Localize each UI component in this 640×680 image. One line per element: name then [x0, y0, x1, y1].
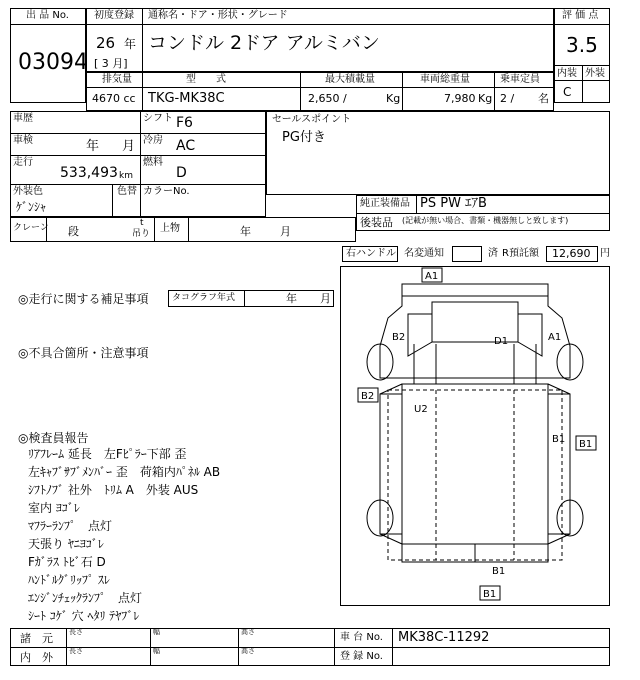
mark-b2-left: B2 [361, 391, 375, 402]
mark-b1-bottom: B1 [483, 589, 497, 600]
rule [86, 24, 554, 25]
vehicle-name-label: 通称名・ドア・形状・グレード [148, 10, 288, 21]
name-change-label: 名変通知 [404, 248, 444, 259]
retrofit-label: 後装品 [360, 216, 393, 229]
interior-label: 内装 [557, 68, 577, 79]
rule [142, 8, 143, 24]
rule [554, 24, 610, 25]
mark-b1-rear: B1 [492, 566, 506, 577]
crane-ton: t [140, 218, 144, 228]
driving-notes-label: ◎走行に関する補足事項 [18, 292, 149, 306]
capacity-unit: 名 [538, 92, 549, 105]
registration-no-label: 登 録 No. [340, 651, 383, 662]
inspector-line: ｼﾌﾄﾉﾌﾞ 社外 ﾄﾘﾑ A 外装 AUS [28, 483, 199, 497]
exterior-color-label: 外装色 [13, 186, 43, 197]
tachograph-year: 年 [286, 292, 297, 305]
inspector-line: ｴﾝｼﾞﾝﾁｪｯｸﾗﾝﾌﾟ 点灯 [28, 591, 143, 605]
model-label: 型 式 [186, 74, 226, 85]
first-registration-label: 初度登録 [94, 10, 134, 21]
rule [140, 111, 141, 184]
fuel-value: D [176, 165, 187, 181]
max-load-label: 最大積載量 [325, 74, 375, 85]
aircon-label: 冷房 [143, 135, 163, 146]
rule [154, 217, 155, 242]
chassis-number: MK38C-11292 [398, 630, 490, 645]
vehicle-damage-diagram [340, 266, 610, 606]
inspector-line: 左ｷｬﾌﾞｻﾌﾞﾒﾝﾊﾞｰ 歪 荷箱内ﾊﾟﾈﾙ AB [28, 465, 221, 479]
max-load: 2,650 / [308, 92, 347, 105]
aircon-value: AC [176, 138, 196, 154]
mileage-label: 走行 [13, 157, 33, 168]
rule [334, 628, 335, 666]
yen-unit: 円 [600, 248, 610, 259]
rule [416, 195, 417, 213]
mileage-unit: km [119, 171, 133, 181]
color-number-label: カラーNo. [143, 186, 190, 197]
mark-a1-top: A1 [425, 271, 439, 282]
inspection-month: 月 [122, 139, 136, 154]
width-label: 幅 [153, 628, 160, 636]
rule [10, 647, 610, 648]
rule [402, 72, 403, 111]
upper-year: 年 [240, 225, 251, 238]
shift-label: シフト [143, 113, 173, 124]
displacement-label: 排気量 [102, 74, 132, 85]
spec-footer-label: 諸 元 [20, 632, 53, 645]
rule [66, 628, 67, 666]
length-label: 長さ [69, 628, 83, 636]
capacity: 2 / [500, 92, 515, 105]
tachograph-label: タコグラフ年式 [172, 293, 236, 303]
height-label: 高さ [241, 628, 255, 636]
crane-row [10, 217, 356, 242]
mark-d1: D1 [494, 336, 509, 347]
tachograph-month: 月 [320, 292, 331, 305]
lot-no-label: 出 品 No. [26, 10, 69, 21]
rhd-label: 右ハンドル [346, 248, 396, 259]
crane-stage: 段 [68, 225, 79, 238]
vehicle-name: コンドル 2ドア アルミバン [148, 32, 380, 54]
color-change-label: 色替 [117, 186, 137, 197]
inspector-line: Fｶﾞﾗｽ ﾄﾋﾞ石 D [28, 555, 106, 569]
displacement: 4670 cc [92, 92, 136, 105]
exterior-color: ｹﾞﾝｼｬ [16, 200, 47, 214]
inspector-line: ﾊﾝﾄﾞﾙｸﾞﾘｯﾌﾟ ｽﾚ [28, 573, 110, 587]
inspector-report-label: ◎検査員報告 [18, 431, 89, 445]
inspection-label: 車検 [13, 135, 33, 146]
length-label-2: 長さ [69, 647, 83, 655]
sales-point: PG付き [282, 130, 326, 145]
recycle-deposit: 12,690 [552, 247, 591, 260]
rule [150, 628, 151, 666]
rule [582, 65, 583, 103]
mark-b1-right: B1 [579, 439, 593, 450]
inout-footer-label: 内 外 [20, 651, 53, 664]
max-load-unit: Kg [386, 92, 401, 105]
rule [142, 72, 143, 111]
inspector-line: ﾘｱﾌﾚｰﾑ 延長 左Fﾋﾟﾗｰ下部 歪 [28, 447, 187, 461]
rule [356, 213, 610, 214]
mark-a1-right: A1 [548, 332, 562, 343]
rule [86, 87, 554, 88]
gross-weight: 7,980 [444, 92, 476, 105]
fuel-label: 燃料 [143, 157, 163, 168]
shift-value: F6 [176, 115, 193, 131]
mark-b1-side: B1 [552, 434, 566, 445]
name-change-checkbox [452, 246, 482, 262]
score-label: 評 価 点 [562, 10, 599, 21]
model-code: TKG-MK38C [148, 91, 225, 106]
rule [494, 72, 495, 111]
mileage-value: 533,493 [60, 165, 118, 181]
capacity-label: 乗車定員 [500, 74, 540, 85]
rule [188, 217, 189, 242]
recycle-status: 済 [488, 248, 498, 259]
rule [244, 290, 245, 307]
rule [10, 155, 266, 156]
defects-label: ◎不具合箇所・注意事項 [18, 346, 149, 360]
recycle-deposit-label: R預託額 [502, 248, 539, 259]
interior-grade: C [563, 85, 572, 99]
equipment-label: 純正装備品 [360, 198, 410, 209]
mark-b2-cab: B2 [392, 332, 406, 343]
inspector-line: 室内 ﾖｺﾞﾚ [28, 501, 80, 515]
sales-point-label: セールスポイント [272, 114, 352, 125]
rule [10, 133, 266, 134]
width-label-2: 幅 [153, 647, 160, 655]
rule [140, 184, 141, 217]
rule [300, 72, 301, 111]
crane-label: クレーン [13, 223, 49, 233]
upper-month: 月 [280, 225, 291, 238]
registration-year: 26 [96, 34, 116, 52]
upper-body-label: 上物 [160, 223, 180, 234]
year-unit: 年 [124, 37, 137, 51]
inspector-line: ﾏﾌﾗｰﾗﾝﾌﾟ 点灯 [28, 519, 113, 533]
lot-number: 03094 [18, 50, 88, 75]
exterior-label: 外装 [585, 68, 605, 79]
height-label-2: 高さ [241, 647, 255, 655]
rule [10, 24, 86, 25]
equipment: PS PW ｴｱB [420, 196, 487, 211]
retrofit-note: (記載が無い場合、書類・機器無しと致します) [402, 216, 569, 225]
rule [142, 24, 143, 72]
rule [392, 628, 393, 666]
gross-weight-label: 車両総重量 [420, 74, 470, 85]
rule [10, 184, 266, 185]
inspection-year: 年 [86, 139, 100, 154]
inspector-line: 天張り ﾔﾆﾖｺﾞﾚ [28, 537, 104, 551]
details-box [10, 111, 266, 217]
mark-u2: U2 [414, 404, 428, 415]
score-value: 3.5 [566, 33, 598, 57]
registration-month: [ 3 月] [94, 57, 128, 70]
crane-lift: 吊り [132, 229, 151, 239]
chassis-label: 車 台 No. [340, 632, 383, 643]
history-label: 車歴 [13, 113, 33, 124]
gross-weight-unit: Kg [478, 92, 493, 105]
inspector-line: ｼｰﾄ ｺｹﾞ 穴 ﾍﾀﾘ ﾃﾔﾌﾞﾚ [28, 609, 140, 623]
rule [238, 628, 239, 666]
rule [112, 184, 113, 217]
